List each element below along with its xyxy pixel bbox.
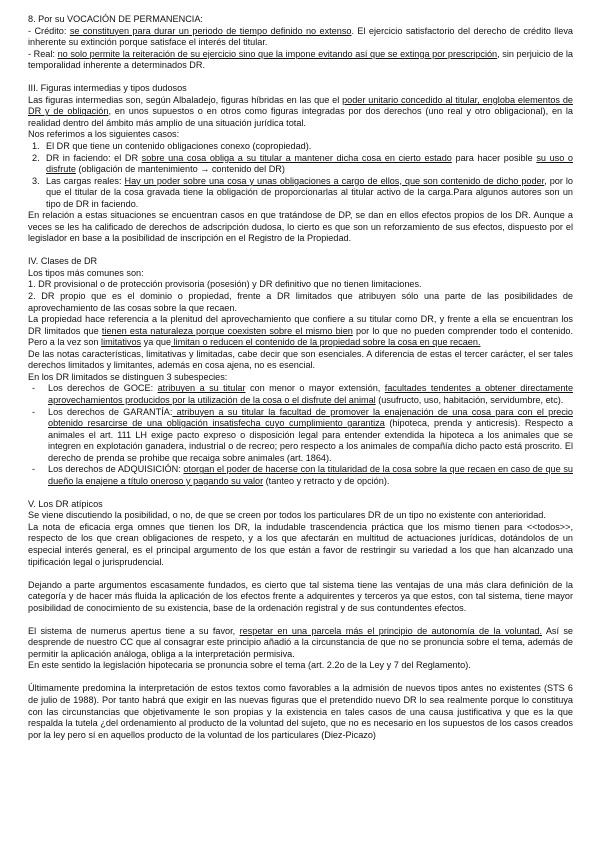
section-5-heading: V. Los DR atípicos bbox=[28, 498, 103, 509]
atipicos-paragraph-6: Últimamente predomina la interpretación de estos textos como favorables a la admisión de nuevos tipos antes no existentes (STS 6 de julio de 1988). Por tanto habrá que exigir en las nuevas figuras que el pretendido nuevo DR lo sea realmente porque lo constituya con las circunstancias que objetivamente le son propias y la existencia en tales casos de una causa justificativa y que es la que respalda la tutela ¿del ordenamiento al producto de la voluntad del sujeto, que no es necesario en los supuestos de los casos creados por la ley pero sí en aquellos producto de la voluntad de los particulares (Diez-Picazo) bbox=[28, 683, 573, 740]
tipo-2-paragraph: 2. DR propio que es el dominio o propiedad, frente a DR limitados que atribuyen sólo una parte de las posibilidades de aprovechamiento de las cosas sobre la que recaen. bbox=[28, 291, 573, 313]
list-item: - Los derechos de ADQUISICIÓN: otorgan el poder de hacerse con la titularidad de la cosa sobre la que recaen en caso de que su dueño la enajene a título oneroso y pagando su valor (tanteo y retracto y de opción). bbox=[32, 464, 573, 486]
list-item: - Los derechos de GOCE: atribuyen a su titular con menor o mayor extensión, facultades tendentes a obtener directamente aprovechamientos producidos por la utilización de la cosa o el disfrute del animal (usufructo, uso, habitación, servidumbre, etc). bbox=[32, 383, 574, 405]
tipo-1-paragraph: 1. DR provisional o de protección provisoria (posesión) y DR definitivo que no tienen limitaciones. bbox=[28, 279, 422, 290]
figuras-intro-paragraph: Las figuras intermedias son, según Albaladejo, figuras híbridas en las que el poder unitario concedido al titular, engloba elementos de DR y de obligación, en unos supuestos o en otros como figuras integradas por dos derechos (uno real y otro obligacional), en la realidad dentro del ámbito más amplio de una situación jurídica total. bbox=[28, 94, 574, 128]
atipicos-paragraph-4: El sistema de numerus apertus tiene a su favor, respetar en una parcela más el principio de autonomía de la voluntad. Así se desprende de nuestro CC que al consagrar este principio añadió a la circunstancia de que no se pronuncia sobre el tema, además de permitir la aplicación análoga, obliga a la interpretación permisiva. bbox=[28, 625, 574, 659]
list-item: - Los derechos de GARANTÍA: atribuyen a su titular la facultad de promover la enajenación de una cosa para con el precio obtenido resarcirse de una obligación insatisfecha cuyo cumplimiento garantiza (hipoteca, prenda y anticresis). Respecto a animales el art. 111 LH exige pacto expreso o disposición legal para entender extendida la hipoteca a los animales que se integren en explotación ganadera, industrial o de recreo; pero respecto a los animales de compañía dicho pacto está proscrito. El derecho de prenda se prohibe que recaiga sobre animales (art. 1864). bbox=[32, 406, 574, 463]
situaciones-paragraph: En relación a estas situaciones se encuentran casos en que tratándose de DP, se dan en ellos efectos propios de los DR. Aunque a veces se les ha calificado de derechos de adscripción dudosa, lo cierto es que son un reforzamiento de sus efectos, dispuesto por el legislador en base a la posibilidad de inscripción en el Registro de la Propiedad. bbox=[28, 210, 573, 244]
list-item: 3. Las cargas reales: Hay un poder sobre una cosa y unas obligaciones a cargo de ellos, que son contenido de dicho poder, por lo que el titular de la cosa gravada tiene la obligación de proporcionarlas al titular activo de la carga.Para algunos autores son un tipo de DR in faciendo. bbox=[32, 175, 573, 209]
cases-intro: Nos referimos a los siguientes casos: bbox=[28, 129, 180, 140]
notas-paragraph: De las notas características, limitativas y limitadas, cabe decir que son esenciales. A diferencia de estas el tercer carácter, el ser tales derechos limitados y limitantes, además en cosa ajena, no es esencial. bbox=[28, 348, 573, 371]
section-4-heading: IV. Clases de DR bbox=[28, 256, 98, 267]
atipicos-paragraph-3: Dejando a parte argumentos escasamente fundados, es cierto que tal sistema tiene las ventajas de una más clara definición de la categoría y de hacer más fluida la aplicación de los efectos frente a adquirentes y terceros ya que estos, con tal sistema, tiene mayor posibilidad de conocimiento de su existencia, base de la ordenación registral y de sus contundentes efectos. bbox=[28, 579, 573, 613]
section-3-heading: III. Figuras intermedias y tipos dudosos bbox=[28, 83, 187, 94]
subespecies-intro: En los DR limitados se distinguen 3 subespecies: bbox=[28, 371, 228, 382]
propiedad-paragraph: La propiedad hace referencia a la plenitud del aprovechamiento que confiere a su titular como DR, y frente a ella se encuentran los DR limitados que tienen esta naturaleza porque coexisten sobre el mismo bien por lo que no pueden comprender todo el contenido. Pero a la vez son limitativos ya que limitan o reducen el contenido de la propiedad sobre la cosa en que recaen. bbox=[28, 314, 574, 348]
list-item: 1. El DR que tiene un contenido obligaciones conexo (copropiedad). bbox=[32, 140, 312, 151]
atipicos-paragraph-2: La nota de eficacia erga omnes que tienen los DR, la indudable trascendencia práctica que los mismo tienen para <<todos>>, respecto de los que crean obligaciones de respeto, y a los que afectarán en multitud de actuaciones jurídicas, dotándolos de un especial interés general, es el principal argumento de los que están a favor de restringir su variedad a los que han alcanzado una tipificación legal o jurisprudencial. bbox=[28, 521, 573, 567]
real-paragraph: - Real: no solo permite la reiteración de su ejercicio sino que la impone evitando así que se extinga por prescripción, sin perjuicio de la temporalidad inherente a determinados DR. bbox=[28, 48, 573, 71]
tipos-intro: Los tipos más comunes son: bbox=[28, 267, 144, 278]
credito-paragraph: - Crédito: se constituyen para durar un periodo de tiempo definido no extenso. El ejercicio satisfactorio del derecho de crédito lleva inherente su extinción porque satisface el interés del titular. bbox=[28, 25, 574, 48]
section-8-heading: 8. Por su VOCACIÓN DE PERMANENCIA: bbox=[28, 14, 203, 24]
list-item: 2. DR in faciendo: el DR sobre una cosa obliga a su titular a mantener dicha cosa en cierto estado para hacer posible su uso o disfrute (obligación de mantenimiento → contenido del DR) bbox=[32, 152, 573, 175]
atipicos-paragraph-1: Se viene discutiendo la posibilidad, o no, de que se creen por todos los particulares DR de un tipo no existente con anterioridad. bbox=[28, 510, 546, 521]
atipicos-paragraph-5: En este sentido la legislación hipotecaria se pronuncia sobre el tema (art. 2.2o de la Ley y 7 del Reglamento). bbox=[28, 660, 471, 671]
